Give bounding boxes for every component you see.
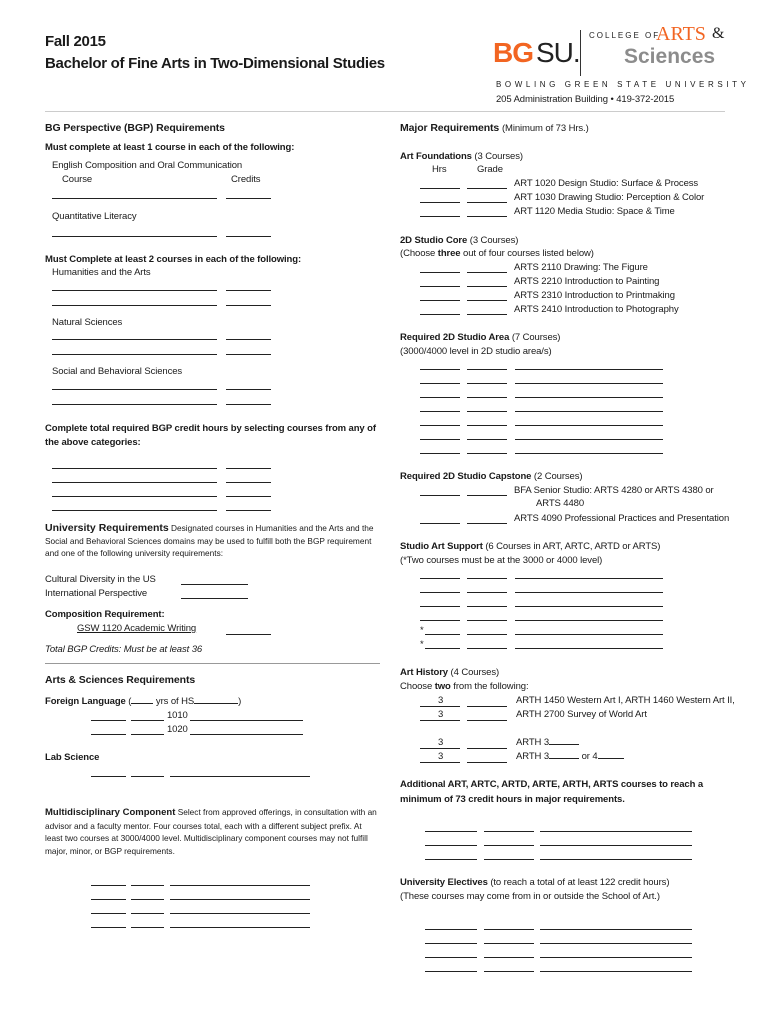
blank-line[interactable] [467,620,507,621]
blank-line[interactable] [467,425,507,426]
blank-line[interactable] [467,720,507,721]
blank-line[interactable] [52,305,217,306]
bgp-title: BG Perspective (BGP) Requirements [45,122,225,134]
blank-line[interactable] [420,748,460,749]
blank-line[interactable] [170,899,310,900]
blank-line[interactable] [467,314,507,315]
blank-line[interactable] [467,369,507,370]
univ-total-bgp: Total BGP Credits: Must be at least 36 [45,644,203,655]
blank-line[interactable] [467,523,507,524]
blank-line[interactable] [467,495,507,496]
core-course: ARTS 2410 Introduction to Photography [514,304,679,315]
blank-line[interactable] [540,859,692,860]
bgp-social: Social and Behavioral Sciences [52,366,183,377]
blank-line[interactable] [131,913,164,914]
core-course: ARTS 2210 Introduction to Painting [514,276,660,287]
bgp-must-one: Must complete at least 1 course in each of the following: [45,142,295,153]
bgp-quant: Quantitative Literacy [52,211,137,222]
blank-line[interactable] [467,439,507,440]
blank-line[interactable] [420,202,460,203]
blank-line[interactable] [425,648,460,649]
electives-heading: University Electives (to reach a total of at least 122 credit hours) [400,877,670,888]
blank-line[interactable] [131,734,164,735]
blank-line[interactable] [52,236,217,237]
blank-line[interactable] [467,300,507,301]
blank-line[interactable] [425,971,477,972]
history-heading: Art History (4 Courses) [400,667,500,678]
foundations-heading: Art Foundations (3 Courses) [400,151,523,162]
blank-line[interactable] [420,495,460,496]
blank-line[interactable] [467,748,507,749]
blank-line[interactable] [420,369,460,370]
major-title: Major Requirements [400,122,500,134]
blank-line[interactable] [420,453,460,454]
blank-line[interactable] [484,831,534,832]
blank-line[interactable] [52,198,217,199]
blank-line[interactable] [52,339,217,340]
capstone-course-2: ARTS 4090 Professional Practices and Presentation [514,513,730,524]
blank-line[interactable] [467,706,507,707]
blank-line[interactable] [226,339,271,340]
as-foreign-row: Foreign Language ( yrs of HS ) [45,696,242,707]
foundation-course: ART 1020 Design Studio: Surface & Process [514,178,699,189]
logo-college-of: COLLEGE OF [589,31,661,40]
history-hrs: 3 [438,695,444,706]
blank-line[interactable] [515,369,663,370]
blank-line[interactable] [515,648,663,649]
blank-line[interactable] [515,397,663,398]
blank-line[interactable] [467,411,507,412]
blank-line[interactable] [484,943,534,944]
blank-line[interactable] [540,831,692,832]
blank-line[interactable] [420,706,460,707]
blank-line[interactable] [52,290,217,291]
blank-line[interactable] [91,927,126,928]
blank-line[interactable] [91,720,126,721]
blank-line[interactable] [425,845,477,846]
blank-line[interactable] [131,885,164,886]
blank-line[interactable] [425,831,477,832]
college-logo [493,24,733,84]
blank-line[interactable] [425,859,477,860]
blank-line[interactable] [515,634,663,635]
as-lab: Lab Science [45,752,100,763]
blank-line[interactable] [226,198,271,199]
blank-line[interactable] [467,202,507,203]
blank-line[interactable] [467,188,507,189]
blank-line[interactable] [420,383,460,384]
blank-line[interactable] [226,496,271,497]
blank-line[interactable] [420,439,460,440]
blank-line[interactable] [170,885,310,886]
foundation-course: ART 1120 Media Studio: Space & Time [514,206,675,217]
blank-line[interactable] [170,913,310,914]
area-note: (3000/4000 level in 2D studio area/s) [400,346,552,357]
core-course: ARTS 2110 Drawing: The Figure [514,262,648,273]
core-course: ARTS 2310 Introduction to Printmaking [514,290,675,301]
multi-title: Multidisciplinary Component [45,807,176,818]
blank-line[interactable] [467,592,507,593]
blank-line[interactable] [131,776,164,777]
blank-line[interactable] [420,216,460,217]
blank-line[interactable] [52,510,217,511]
blank-line[interactable] [425,957,477,958]
capstone-course-1b: ARTS 4480 [536,498,585,509]
blank-line[interactable] [467,453,507,454]
blank-line[interactable] [420,762,460,763]
blank-line[interactable] [226,482,271,483]
blank-line[interactable] [420,606,460,607]
header-rule [45,111,725,112]
blank-line[interactable] [226,389,271,390]
blank-line[interactable] [515,578,663,579]
blank-line[interactable] [484,971,534,972]
blank-line[interactable] [467,216,507,217]
blank-line[interactable] [540,943,692,944]
univ-composition: Composition Requirement: [45,609,165,620]
univ-cultural: Cultural Diversity in the US [45,574,156,585]
blank-line[interactable] [420,523,460,524]
blank-line[interactable] [52,404,217,405]
as-1020: 1020 [167,724,188,735]
blank-line[interactable] [540,845,692,846]
capstone-heading: Required 2D Studio Capstone (2 Courses) [400,471,583,482]
blank-line[interactable] [540,929,692,930]
blank-line[interactable] [515,606,663,607]
blank-line[interactable] [420,286,460,287]
blank-line[interactable] [420,592,460,593]
blank-line[interactable] [420,397,460,398]
logo-sciences: Sciences [624,45,716,68]
blank-line[interactable] [226,290,271,291]
blank-line[interactable] [467,762,507,763]
blank-line[interactable] [467,578,507,579]
blank-line[interactable] [484,859,534,860]
blank-line[interactable] [515,425,663,426]
logo-bg: BG [493,37,533,68]
blank-line[interactable] [467,397,507,398]
blank-line[interactable] [467,383,507,384]
blank-line[interactable] [226,305,271,306]
blank-line[interactable] [91,734,126,735]
major-min: (Minimum of 73 Hrs.) [501,123,589,134]
area-heading: Required 2D Studio Area (7 Courses) [400,332,561,343]
bgp-credits-header: Credits [231,174,261,185]
univ-desc-rest: Social and Behavioral Sciences domains may be used to fulfill both the BGP requirement and one of the following university requirements: [45,535,372,558]
blank-line[interactable] [540,957,692,958]
university-name: BOWLING GREEN STATE UNIVERSITY [496,80,750,89]
univ-title: University Requirements [45,522,169,534]
electives-note: (These courses may come from in or outside the School of Art.) [400,891,660,902]
blank-line[interactable] [420,720,460,721]
bgp-course-header: Course [62,174,93,185]
major-heading [400,122,589,135]
univ-desc-lead: Designated courses in Humanities and the Arts and the [171,523,374,533]
univ-international: International Perspective [45,588,148,599]
blank-line[interactable] [425,943,477,944]
as-1010: 1010 [167,710,188,721]
arth-3000-or-4000: ARTH 3 or 4 [516,750,624,763]
blank-line[interactable] [52,354,217,355]
hrs-header: Hrs [432,164,447,175]
blank-line[interactable] [226,634,271,635]
blank-line[interactable] [515,411,663,412]
blank-line[interactable] [420,578,460,579]
bgp-natural: Natural Sciences [52,317,123,328]
blank-line[interactable] [515,620,663,621]
blank-line[interactable] [484,929,534,930]
blank-line[interactable] [91,899,126,900]
bgp-humanities: Humanities and the Arts [52,267,151,278]
capstone-course-1: BFA Senior Studio: ARTS 4280 or ARTS 4380 or [514,485,714,496]
blank-line[interactable] [420,411,460,412]
foundation-course: ART 1030 Drawing Studio: Perception & Color [514,192,705,203]
multi-rest: an advisor and a faculty mentor. Four courses total, each with a different subject prefix. At least two courses at 3000/4000 level. Multidisciplinary component courses may not fulfill major, minor, or BGP requirements. [45,807,377,856]
blank-line[interactable] [52,389,217,390]
term-title: Fall 2015 [45,33,106,50]
core-choose: (Choose three out of four courses listed below) [400,248,594,259]
bgp-must-two: Must Complete at least 2 courses in each of the following: [45,254,302,265]
blank-line[interactable] [467,648,507,649]
blank-line[interactable] [131,927,164,928]
blank-line[interactable] [515,592,663,593]
blank-line[interactable] [190,734,303,735]
history-hrs: 3 [438,751,444,762]
blank-line[interactable] [467,634,507,635]
blank-line[interactable] [420,314,460,315]
blank-line[interactable] [420,188,460,189]
blank-line[interactable] [226,404,271,405]
blank-line[interactable] [170,927,310,928]
as-title: Arts & Sciences Requirements [45,674,196,686]
blank-line[interactable] [226,236,271,237]
blank-line[interactable] [515,439,663,440]
blank-line[interactable] [420,272,460,273]
blank-line[interactable] [420,620,460,621]
logo-arts: ARTS [656,23,706,45]
blank-line[interactable] [226,510,271,511]
blank-line[interactable] [52,468,217,469]
blank-line[interactable] [181,598,248,599]
arth-survey-1: ARTH 1450 Western Art I, ARTH 1460 Western Art II, [516,695,735,706]
arth-survey-2: ARTH 2700 Survey of World Art [516,709,647,720]
multi-lead: Select from approved offerings, in consultation with [177,807,366,817]
blank-line[interactable] [467,286,507,287]
logo-divider [580,30,581,76]
blank-line[interactable] [467,606,507,607]
support-note: (*Two courses must be at the 3000 or 4000 level) [400,555,603,566]
history-hrs: 3 [438,709,444,720]
blank-line[interactable] [131,720,164,721]
univ-gsw: GSW 1120 Academic Writing [77,623,197,634]
address: 205 Administration Building • 419-372-2015 [496,94,675,105]
blank-line[interactable] [52,496,217,497]
multi-block [45,806,380,857]
blank-line[interactable] [484,845,534,846]
blank-line[interactable] [91,885,126,886]
blank-line[interactable] [170,776,310,777]
as-foreign-label: Foreign Language [45,696,126,707]
blank-line[interactable] [420,425,460,426]
blank-line[interactable] [467,272,507,273]
history-choose: Choose two from the following: [400,681,529,692]
logo-amp: & [712,25,725,42]
section-rule [45,663,380,664]
blank-line[interactable] [484,957,534,958]
blank-line[interactable] [515,453,663,454]
arth-3000: ARTH 3 [516,736,579,749]
blank-line[interactable] [226,468,271,469]
univ-block [45,522,380,560]
star-marker: * [420,625,424,636]
bgp-english: English Composition and Oral Communication [52,160,243,171]
history-hrs: 3 [438,737,444,748]
grade-header: Grade [477,164,503,175]
blank-line[interactable] [540,971,692,972]
star-marker: * [420,639,424,650]
blank-line[interactable] [52,482,217,483]
blank-line[interactable] [425,634,460,635]
blank-line[interactable] [425,929,477,930]
additional-courses: Additional ART, ARTC, ARTD, ARTE, ARTH, ARTS courses to reach a minimum of 73 credit hours in major requirements. [400,779,703,805]
support-heading: Studio Art Support (6 Courses in ART, ARTC, ARTD or ARTS) [400,541,661,552]
blank-line[interactable] [181,584,248,585]
blank-line[interactable] [420,300,460,301]
blank-line[interactable] [226,354,271,355]
logo-su: SU. [536,37,580,68]
program-title: Bachelor of Fine Arts in Two-Dimensional Studies [45,55,385,72]
blank-line[interactable] [91,776,126,777]
blank-line[interactable] [91,913,126,914]
bgp-complete-total: Complete total required BGP credit hours by selecting courses from any of the above categories: [45,423,376,448]
blank-line[interactable] [131,899,164,900]
blank-line[interactable] [190,720,303,721]
blank-line[interactable] [515,383,663,384]
core-heading: 2D Studio Core (3 Courses) [400,235,519,246]
